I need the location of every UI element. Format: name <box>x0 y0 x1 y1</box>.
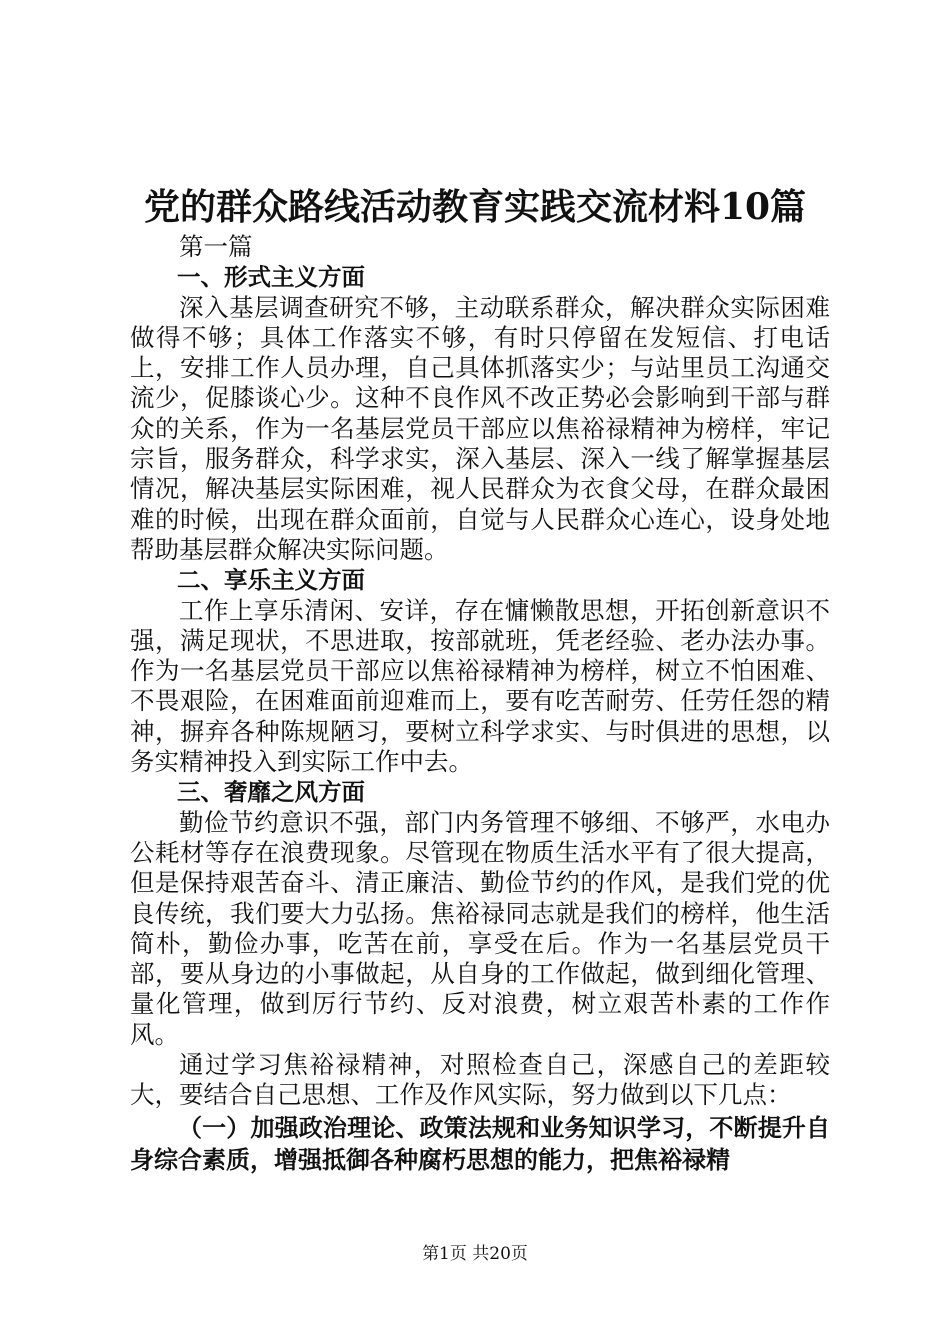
section-heading-2: 二、享乐主义方面 <box>177 566 365 595</box>
section-heading-1: 一、形式主义方面 <box>177 263 365 292</box>
page-footer: 第1页 共20页 <box>422 1244 528 1264</box>
section-paragraph-2: 工作上享乐清闲、安详，存在慵懒散思想，开拓创新意识不强，满足现状，不思进取，按部就班，凭老经验、老办法办事。作为一名基层党员干部应以焦裕禄精神为榜样，树立不怕困难、不畏艰险，在困难面前迎难而上，要有吃苦耐劳、任劳任怨的精神，摒弃各种陈规陋习，要树立科学求实、与时俱进的思想，以务实精神投入到实际工作中去。 <box>130 595 830 777</box>
chapter-label: 第一篇 <box>179 232 253 261</box>
subpoint-heading-1: （一）加强政治理论、政策法规和业务知识学习，不断提升自身综合素质，增强抵御各种腐朽思想的能力，把焦裕禄精 <box>130 1113 830 1174</box>
document-title: 党的群众路线活动教育实践交流材料10篇 <box>143 186 807 228</box>
document-body <box>130 232 830 1176</box>
section-heading-3: 三、奢靡之风方面 <box>177 778 365 807</box>
section-paragraph-3: 勤俭节约意识不强，部门内务管理不够细、不够严，水电办公耗材等存在浪费现象。尽管现在物质生活水平有了很大提高，但是保持艰苦奋斗、清正廉洁、勤俭节约的作风，是我们党的优良传统，我们要大力弘扬。焦裕禄同志就是我们的榜样，他生活简朴，勤俭办事，吃苦在前，享受在后。作为一名基层党员干部，要从身边的小事做起，从自身的工作做起，做到细化管理、量化管理，做到厉行节约、反对浪费，树立艰苦朴素的工作作风。 <box>130 807 830 1049</box>
closing-paragraph: 通过学习焦裕禄精神，对照检查自己，深感自己的差距较大，要结合自己思想、工作及作风实际，努力做到以下几点： <box>130 1050 830 1110</box>
section-paragraph-1: 深入基层调查研究不够，主动联系群众，解决群众实际困难做得不够；具体工作落实不够，有时只停留在发短信、打电话上，安排工作人员办理，自己具体抓落实少；与站里员工沟通交流少，促膝谈心少。这种不良作风不改正势必会影响到干部与群众的关系，作为一名基层党员干部应以焦裕禄精神为榜样，牢记宗旨，服务群众，科学求实，深入基层、深入一线了解掌握基层情况，解决基层实际困难，视人民群众为衣食父母，在群众最困难的时候，出现在群众面前，自觉与人民群众心连心，设身处地帮助基层群众解决实际问题。 <box>130 292 830 564</box>
